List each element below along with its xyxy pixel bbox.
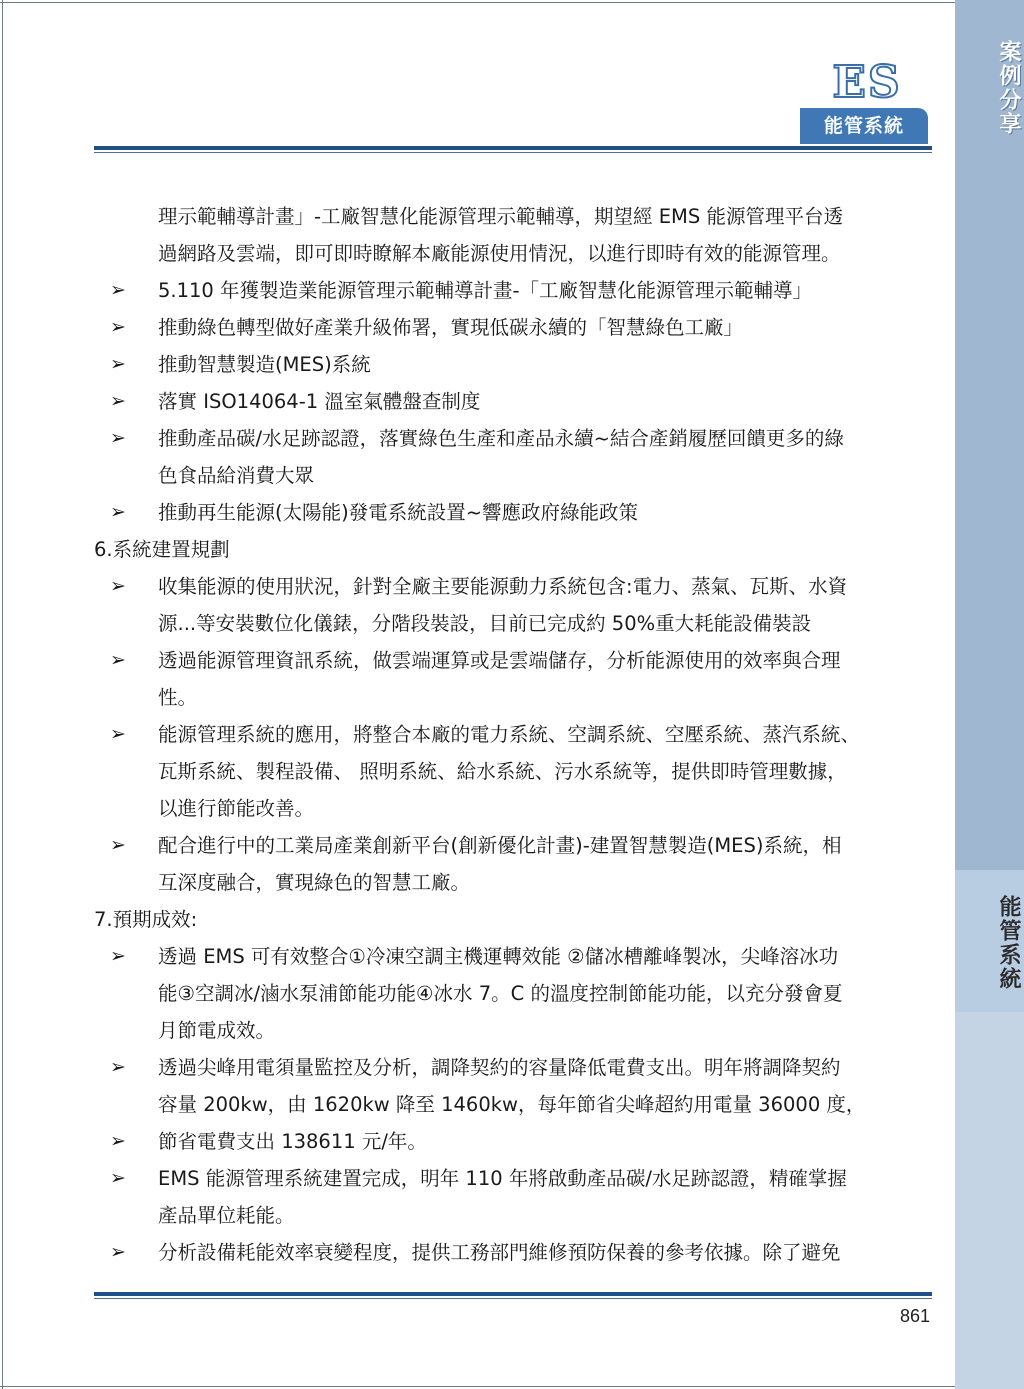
arrow-bullet-icon: ➢ bbox=[110, 353, 126, 375]
bullet-text: 配合進行中的工業局產業創新平台(創新優化計畫)-建置智慧製造(MES)系統，相 bbox=[158, 834, 842, 857]
arrow-bullet-icon: ➢ bbox=[110, 945, 126, 967]
bullet-text: 月節電成效。 bbox=[158, 1019, 276, 1042]
arrow-bullet-icon: ➢ bbox=[110, 279, 126, 301]
arrow-bullet-icon: ➢ bbox=[110, 723, 126, 745]
arrow-bullet-icon: ➢ bbox=[110, 427, 126, 449]
bullet-item bbox=[94, 309, 934, 346]
side-tab-label-energy-system: 能管系統 bbox=[996, 895, 1021, 991]
bullet-item bbox=[94, 642, 934, 716]
bullet-item bbox=[94, 272, 934, 309]
bullet-text: 以進行節能改善。 bbox=[158, 797, 315, 820]
bullet-item bbox=[94, 938, 934, 1049]
arrow-bullet-icon: ➢ bbox=[110, 1056, 126, 1078]
page-border bbox=[0, 2, 955, 3]
arrow-bullet-icon: ➢ bbox=[110, 316, 126, 338]
bullet-text: 源...等安裝數位化儀錶，分階段裝設，目前已完成約 50%重大耗能設備裝設 bbox=[158, 612, 812, 635]
bullet-text: 透過能源管理資訊系統，做雲端運算或是雲端儲存，分析能源使用的效率與合理 bbox=[158, 649, 841, 672]
arrow-bullet-icon: ➢ bbox=[110, 501, 126, 523]
bullet-text: 容量 200kw，由 1620kw 降至 1460kw，每年節省尖峰超約用電量 36000 度， bbox=[158, 1093, 866, 1116]
bullet-item bbox=[94, 494, 934, 531]
text-line bbox=[94, 235, 934, 272]
bullet-item bbox=[94, 1049, 934, 1123]
bullet-text: 5.110 年獲製造業能源管理示範輔導計畫-「工廠智慧化能源管理示範輔導」 bbox=[158, 279, 813, 302]
bullet-text: 節省電費支出 138611 元/年。 bbox=[158, 1130, 427, 1153]
arrow-bullet-icon: ➢ bbox=[110, 1167, 126, 1189]
bullet-text: 推動再生能源(太陽能)發電系統設置~響應政府綠能政策 bbox=[158, 501, 639, 524]
page-border bbox=[0, 1386, 955, 1387]
bullet-text: 落實 ISO14064-1 溫室氣體盤查制度 bbox=[158, 390, 481, 413]
bullet-text: 推動產品碳/水足跡認證，落實綠色生產和產品永續~結合產銷履歷回饋更多的綠 bbox=[158, 427, 844, 450]
bullet-text: 性。 bbox=[158, 686, 198, 709]
page-border bbox=[2, 0, 3, 1389]
bullet-item bbox=[94, 346, 934, 383]
bullet-text: 互深度融合，實現綠色的智慧工廠。 bbox=[158, 871, 471, 894]
es-logo: ES bbox=[832, 57, 902, 108]
bullet-item bbox=[94, 1160, 934, 1234]
bullet-item bbox=[94, 568, 934, 642]
side-tab-label-case-share: 案例分享 bbox=[996, 40, 1021, 136]
bullet-text: 產品單位耗能。 bbox=[158, 1204, 295, 1227]
bullet-text: 透過 EMS 可有效整合①冷凍空調主機運轉效能 ②儲冰槽離峰製冰，尖峰溶冰功 bbox=[158, 945, 839, 968]
bullet-text: 瓦斯系統、製程設備、 照明系統、給水系統、污水系統等，提供即時管理數據， bbox=[158, 760, 847, 783]
arrow-bullet-icon: ➢ bbox=[110, 834, 126, 856]
bullet-item bbox=[94, 1123, 934, 1160]
arrow-bullet-icon: ➢ bbox=[110, 575, 126, 597]
bullet-text: 透過尖峰用電須量監控及分析，調降契約的容量降低電費支出。明年將調降契約 bbox=[158, 1056, 841, 1079]
bullet-text: 收集能源的使用狀況，針對全廠主要能源動力系統包含:電力、蒸氣、瓦斯、水資 bbox=[158, 575, 848, 598]
text-line bbox=[94, 198, 934, 235]
section-heading: 6.系統建置規劃 bbox=[94, 538, 230, 561]
section-heading: 7.預期成效: bbox=[94, 908, 198, 931]
arrow-bullet-icon: ➢ bbox=[110, 390, 126, 412]
main-text bbox=[94, 198, 934, 1271]
arrow-bullet-icon: ➢ bbox=[110, 1241, 126, 1263]
bullet-text: 推動綠色轉型做好產業升級佈署，實現低碳永續的「智慧綠色工廠」 bbox=[158, 316, 744, 339]
page-number: 861 bbox=[899, 1306, 930, 1326]
header-rule bbox=[94, 146, 932, 150]
line-text: 過網路及雲端，即可即時瞭解本廠能源使用情況，以進行即時有效的能源管理。 bbox=[158, 242, 841, 265]
bullet-text: 色食品給消費大眾 bbox=[158, 464, 315, 487]
footer-rule bbox=[94, 1292, 932, 1296]
bullet-text: 分析設備耗能效率衰變程度，提供工務部門維修預防保養的參考依據。除了避免 bbox=[158, 1241, 841, 1264]
footer-rule-thin bbox=[94, 1298, 932, 1299]
bullet-text: 推動智慧製造(MES)系統 bbox=[158, 353, 371, 376]
line-text: 理示範輔導計畫」-工廠智慧化能源管理示範輔導，期望經 EMS 能源管理平台透 bbox=[158, 205, 843, 228]
arrow-bullet-icon: ➢ bbox=[110, 649, 126, 671]
bullet-text: EMS 能源管理系統建置完成，明年 110 年將啟動產品碳/水足跡認證，精確掌握 bbox=[158, 1167, 847, 1190]
bullet-item bbox=[94, 827, 934, 901]
bullet-item bbox=[94, 420, 934, 494]
bullet-item bbox=[94, 383, 934, 420]
logo-caption: 能管系統 bbox=[823, 115, 904, 137]
bullet-item bbox=[94, 716, 934, 827]
arrow-bullet-icon: ➢ bbox=[110, 1130, 126, 1152]
side-tab-lower bbox=[955, 1012, 1024, 1389]
header-rule-thin bbox=[94, 152, 932, 153]
bullet-item bbox=[94, 1234, 934, 1271]
bullet-text: 能③空調冰/滷水泵浦節能功能④冰水 7。C 的溫度控制節能功能，以充分發會夏 bbox=[158, 982, 843, 1005]
bullet-text: 能源管理系統的應用，將整合本廠的電力系統、空調系統、空壓系統、蒸汽系統、 bbox=[158, 723, 861, 746]
